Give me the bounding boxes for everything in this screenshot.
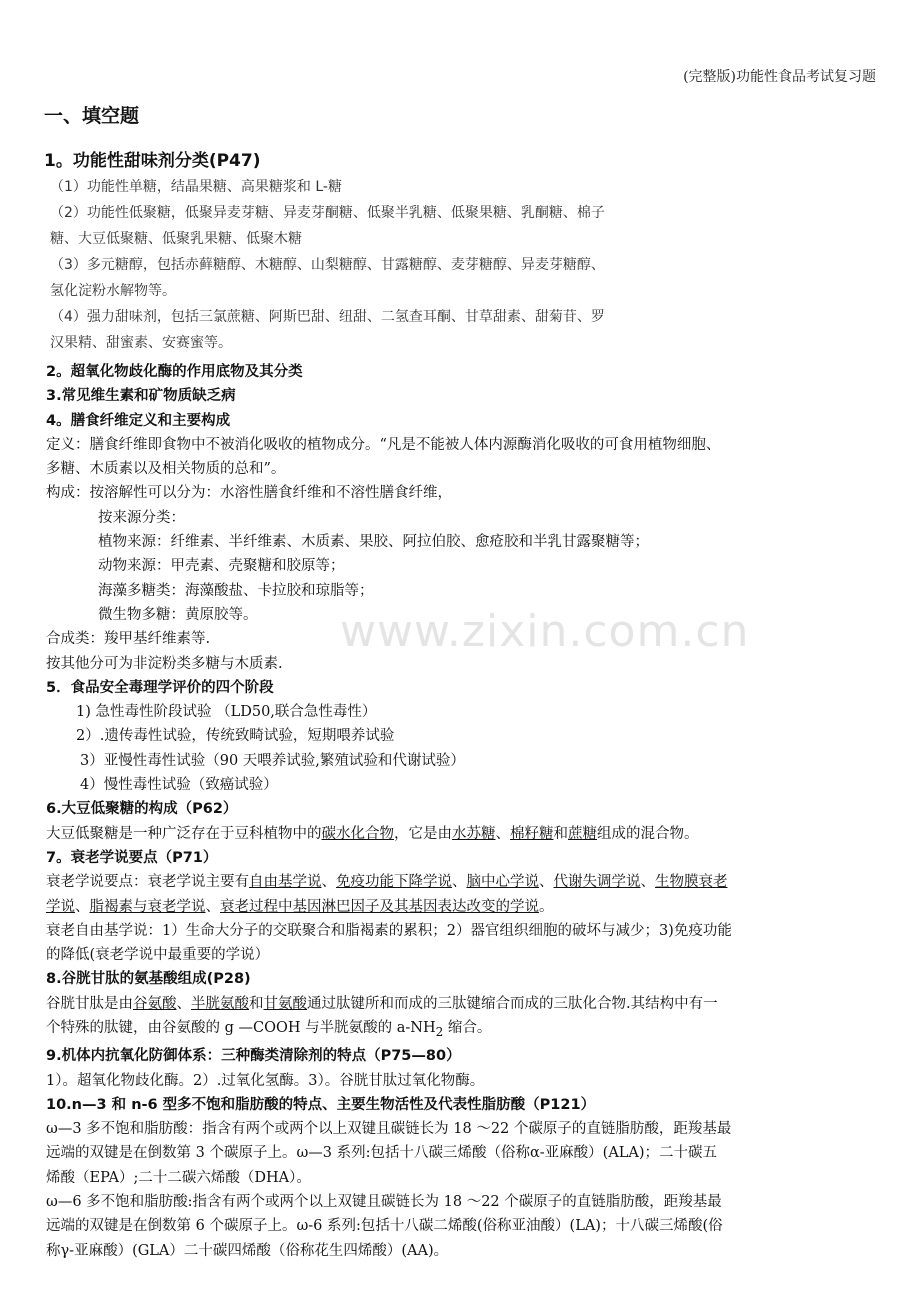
q1-line: （2）功能性低聚糖，低聚异麦芽糖、异麦芽酮糖、低聚半乳糖、低聚果糖、乳酮糖、棉子	[50, 205, 605, 221]
q3-title: 3.常见维生素和矿物质缺乏病	[46, 388, 236, 405]
q1-title: 1。功能性甜味剂分类(P47)	[44, 151, 261, 171]
watermark: www.zixin.com.cn	[340, 606, 750, 657]
q4-definition: 定义：膳食纤维即食物中不被消化吸收的植物成分。“凡是不能被人体内源酶消化吸收的可食用植物细胞、	[46, 436, 721, 453]
q4-composition: 构成：按溶解性可以分为：水溶性膳食纤维和不溶性膳食纤维，	[46, 485, 452, 502]
q4-definition-cont: 多糖、木质素以及相关物质的总和”。	[46, 461, 286, 478]
q1-line: （3）多元糖醇，包括赤藓糖醇、木糖醇、山梨糖醇、甘露糖醇、麦芽糖醇、异麦芽糖醇、	[50, 257, 605, 273]
q4-animal: 动物来源：甲壳素、壳聚糖和胶原等；	[98, 558, 345, 575]
q1-line: 糖、大豆低聚糖、低聚乳果糖、低聚木糖	[50, 231, 302, 247]
q8-text-cont: 个特殊的肽键，由谷氨酸的 g —COOH 与半胱氨酸的 $a-NH_2$ 缩合。	[46, 1020, 492, 1039]
q9-title: 9.机体内抗氧化防御体系：三种酶类清除剂的特点（P75—80）	[46, 1048, 461, 1065]
q10-line: 远端的双键是在倒数第 3 个碳原子上。ω—3 系列:包括十八碳三烯酸（俗称α-亚麻酸）(ALA)；二十碳五	[46, 1145, 718, 1162]
q7-title: 7。衰老学说要点（P71）	[46, 849, 218, 866]
q7-free-radical-cont: 的降低(衰老学说中最重要的学说）	[46, 947, 270, 964]
q7-free-radical: 衰老自由基学说：1）生命大分子的交联聚合和脂褐素的累积；2）器官组织细胞的破坏与减少；3)免疫功能	[46, 922, 732, 939]
q4-title: 4。膳食纤维定义和主要构成	[46, 412, 231, 429]
document-body	[46, 360, 884, 1263]
q7-text-cont: 学说、脂褐素与衰老学说、衰老过程中基因淋巴因子及其基因表达改变的学说。	[46, 898, 554, 915]
q4-micro: 微生物多糖：黄原胶等。	[98, 606, 258, 623]
q1-line: （4）强力甜味剂，包括三氯蔗糖、阿斯巴甜、纽甜、二氢查耳酮、甘草甜素、甜菊苷、罗	[50, 309, 605, 325]
document-header: (完整版)功能性食品考试复习题	[683, 69, 876, 85]
q10-line: 远端的双键是在倒数第 6 个碳原子上。ω-6 系列:包括十八碳二烯酸(俗称亚油酸）(LA)；十八碳三烯酸(俗	[46, 1218, 723, 1235]
q6-text: 大豆低聚糖是一种广泛存在于豆科植物中的碳水化合物，它是由水苏糖、棉籽糖和蔗糖组成的混合物。	[46, 825, 699, 842]
q1-scanned-block	[50, 174, 710, 356]
q4-algae: 海藻多糖类：海藻酸盐、卡拉胶和琼脂等；	[98, 582, 374, 599]
q4-source: 按来源分类：	[98, 509, 185, 526]
q7-text: 衰老学说要点：衰老学说主要有自由基学说、免疫功能下降学说、脑中心学说、代谢失调学说、生物膜衰老	[46, 874, 728, 891]
q2-title: 2。超氧化物歧化酶的作用底物及其分类	[46, 364, 303, 380]
q5-title: 5．食品安全毒理学评价的四个阶段	[46, 679, 274, 696]
q1-line: 汉果精、甜蜜素、安赛蜜等。	[50, 335, 232, 351]
q5-item: 2）.遗传毒性试验，传统致畸试验，短期喂养试验	[76, 728, 395, 745]
q10-line: 烯酸（EPA）;二十二碳六烯酸（DHA）。	[46, 1169, 311, 1186]
q6-title: 6.大豆低聚糖的构成（P62）	[46, 801, 238, 818]
q4-other: 按其他分可为非淀粉类多糖与木质素.	[46, 655, 283, 672]
q1-line: 氢化淀粉水解物等。	[50, 283, 176, 299]
q1-line: （1）功能性单糖，结晶果糖、高果糖浆和 L-糖	[50, 179, 342, 195]
q5-item: 1) 急性毒性阶段试验 （LD50,联合急性毒性）	[76, 704, 377, 721]
q5-item: 3）亚慢性毒性试验（90 天喂养试验,繁殖试验和代谢试验）	[80, 752, 465, 769]
section-title: 一、填空题	[44, 105, 140, 127]
q8-title: 8.谷胱甘肽的氨基酸组成(P28)	[46, 971, 251, 988]
q10-line: ω—6 多不饱和脂肪酸:指含有两个或两个以上双键且碳链长为 18 ～22 个碳原子的直链脂肪酸，距羧基最	[46, 1193, 722, 1210]
q8-text: 谷胱甘肽是由谷氨酸、半胱氨酸和甘氨酸通过肽键所和而成的三肽键缩合而成的三肽化合物.其结构中有一	[46, 995, 718, 1012]
q4-synthetic: 合成类：羧甲基纤维素等.	[46, 631, 211, 648]
q10-title: 10.n—3 和 n-6 型多不饱和脂肪酸的特点、主要生物活性及代表性脂肪酸（P121）	[46, 1096, 596, 1113]
q10-line: 称γ-亚麻酸）(GLA）二十碳四烯酸（俗称花生四烯酸）(AA)。	[46, 1242, 449, 1259]
q4-plant: 植物来源：纤维素、半纤维素、木质素、果胶、阿拉伯胶、愈疮胶和半乳甘露聚糖等；	[98, 534, 649, 551]
q10-line: ω—3 多不饱和脂肪酸：指含有两个或两个以上双键且碳链长为 18 ～22 个碳原子的直链脂肪酸，距羧基最	[46, 1121, 732, 1138]
q5-item: 4）慢性毒性试验（致癌试验）	[80, 777, 278, 794]
q9-text: 1）。超氧化物歧化酶。2）.过氧化氢酶。3）。谷胱甘肽过氧化物酶。	[46, 1072, 485, 1089]
